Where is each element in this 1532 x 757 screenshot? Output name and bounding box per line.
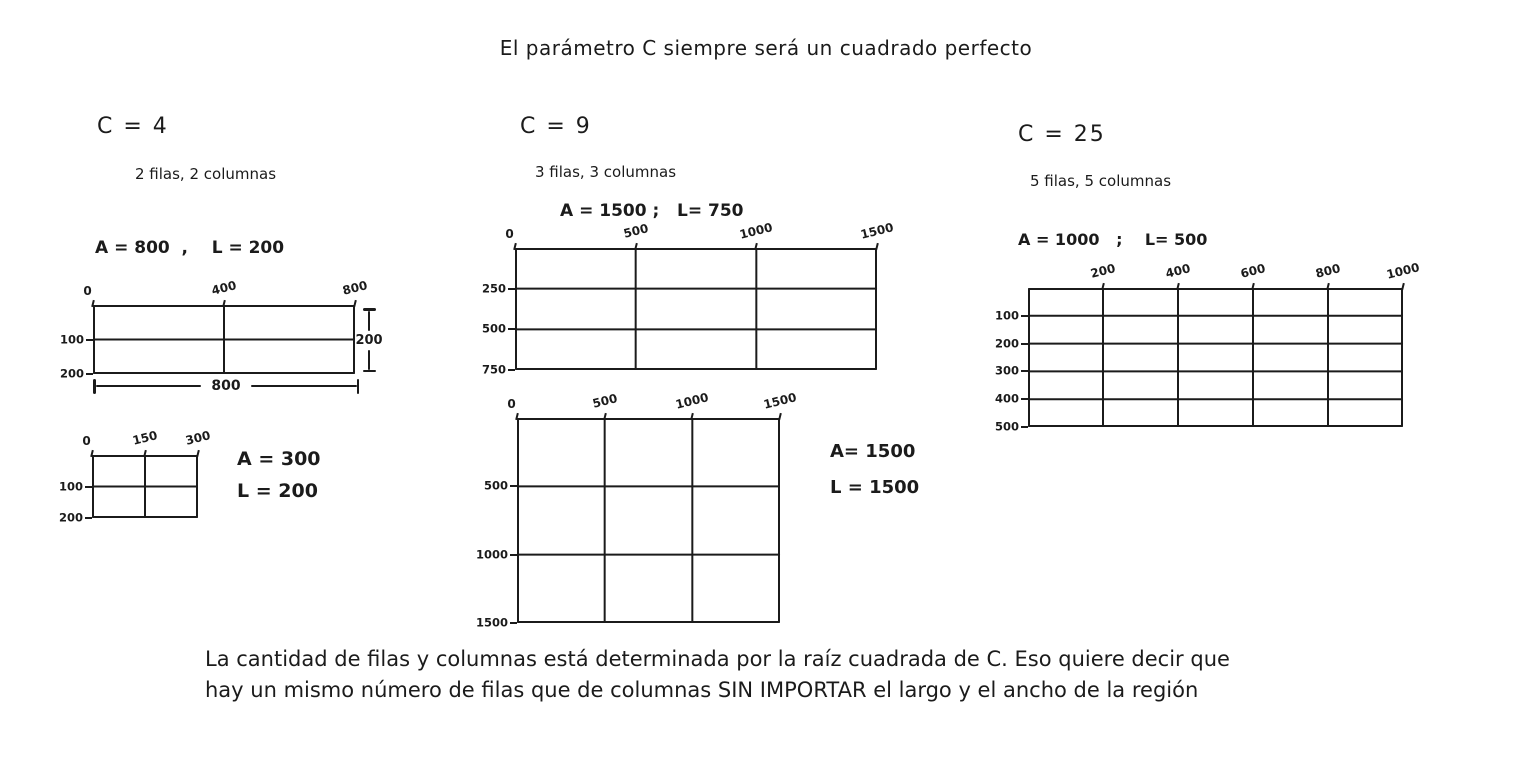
footer-line-1: La cantidad de filas y columnas está determinada por la raíz cuadrada de C. Eso quiere decir que [205, 647, 1230, 671]
y-tick-label: 400 [994, 391, 1019, 406]
x-tick-label: 0 [505, 227, 514, 241]
x-tick-label: 1000 [738, 220, 775, 242]
width-dimension [93, 378, 359, 394]
footer-line-2: hay un mismo número de filas que de columnas SIN IMPORTAR el largo y el ancho de la región [205, 678, 1199, 702]
x-tick-label: 1000 [1385, 260, 1421, 282]
section-c9-subheading: 3 filas, 3 columnas [535, 163, 677, 181]
y-tick-label: 750 [481, 362, 506, 377]
c9-example2-area: A= 1500 [830, 441, 916, 462]
y-tick-label: 200 [994, 335, 1019, 350]
x-tick-label: 0 [507, 397, 516, 411]
x-tick-label: 400 [1164, 261, 1192, 281]
section-c4-formula: A = 800 , L = 200 [95, 238, 285, 258]
grid-c25-main [994, 260, 1421, 434]
grid-c4-main [59, 278, 369, 381]
y-tick-mark [508, 369, 515, 371]
dim-line [96, 385, 202, 388]
dim-cap [357, 379, 360, 394]
y-tick-label: 100 [59, 331, 84, 346]
x-tick-label: 200 [1089, 261, 1117, 281]
grid-lines [92, 455, 198, 518]
y-tick-mark [1021, 370, 1028, 372]
y-tick-label: 300 [994, 363, 1019, 378]
x-tick-label: 500 [590, 391, 619, 411]
x-tick-label: 1500 [859, 220, 895, 242]
x-tick-label: 300 [184, 428, 212, 448]
grid-lines [1028, 288, 1403, 427]
x-tick-mark [875, 243, 879, 250]
y-tick-label: 500 [483, 478, 508, 493]
y-tick-mark [85, 517, 92, 519]
dim-line [251, 385, 357, 388]
x-tick-mark [778, 413, 782, 420]
c9-example2-length: L = 1500 [830, 477, 920, 498]
y-tick-label: 100 [58, 478, 83, 493]
height-dimension-label: 200 [355, 332, 383, 348]
y-tick-mark [508, 328, 515, 330]
height-dimension [355, 308, 383, 372]
y-tick-mark [1021, 398, 1028, 400]
y-tick-mark [1021, 315, 1028, 317]
y-tick-label: 100 [994, 308, 1019, 323]
y-tick-label: 1500 [475, 615, 508, 630]
y-tick-mark [1021, 343, 1028, 345]
x-tick-mark [353, 300, 357, 307]
width-dimension-label: 800 [211, 378, 241, 394]
section-c9-formula: A = 1500 ; L= 750 [560, 201, 744, 221]
y-tick-mark [86, 339, 93, 341]
grid-c9-top [481, 220, 895, 377]
dim-line [368, 350, 371, 370]
x-tick-label: 0 [83, 284, 92, 298]
section-c25-subheading: 5 filas, 5 columnas [1030, 172, 1172, 190]
grid-lines [515, 248, 877, 370]
dim-line [368, 311, 371, 331]
x-tick-label: 800 [1314, 261, 1342, 281]
x-tick-label: 150 [131, 428, 159, 448]
y-tick-mark [85, 486, 92, 488]
page-title: El parámetro C siempre será un cuadrado perfecto [499, 36, 1033, 60]
y-tick-label: 250 [481, 280, 506, 295]
footer-note [205, 644, 1230, 706]
x-tick-label: 800 [341, 278, 369, 298]
section-c25-heading: C = 25 [1018, 122, 1106, 147]
x-tick-mark [1401, 283, 1405, 290]
section-c25-formula: A = 1000 ; L= 500 [1018, 230, 1208, 249]
grid-c9-bottom [475, 390, 798, 630]
x-tick-label: 400 [210, 278, 238, 298]
y-tick-label: 500 [994, 419, 1019, 434]
y-tick-mark [1021, 426, 1028, 428]
c4-example2-area: A = 300 [237, 448, 321, 470]
y-tick-mark [510, 485, 517, 487]
y-tick-mark [86, 373, 93, 375]
y-tick-mark [508, 288, 515, 290]
x-tick-label: 1000 [674, 390, 711, 412]
x-tick-label: 500 [621, 221, 650, 241]
x-tick-mark [196, 450, 200, 457]
grid-lines [517, 418, 780, 623]
x-tick-label: 1500 [762, 390, 798, 412]
y-tick-label: 1000 [475, 546, 508, 561]
grid-c4-small [58, 428, 212, 525]
section-c4-heading: C = 4 [97, 114, 169, 139]
x-tick-label: 600 [1239, 261, 1267, 281]
section-c4-subheading: 2 filas, 2 columnas [135, 165, 277, 183]
section-c9-heading: C = 9 [520, 114, 592, 139]
x-tick-label: 0 [82, 434, 91, 448]
dim-cap [363, 370, 376, 373]
c4-example2-length: L = 200 [237, 480, 318, 502]
grid-lines [93, 305, 355, 374]
y-tick-label: 200 [59, 366, 84, 381]
y-tick-label: 500 [481, 321, 506, 336]
y-tick-label: 200 [58, 510, 83, 525]
y-tick-mark [510, 622, 517, 624]
y-tick-mark [510, 554, 517, 556]
